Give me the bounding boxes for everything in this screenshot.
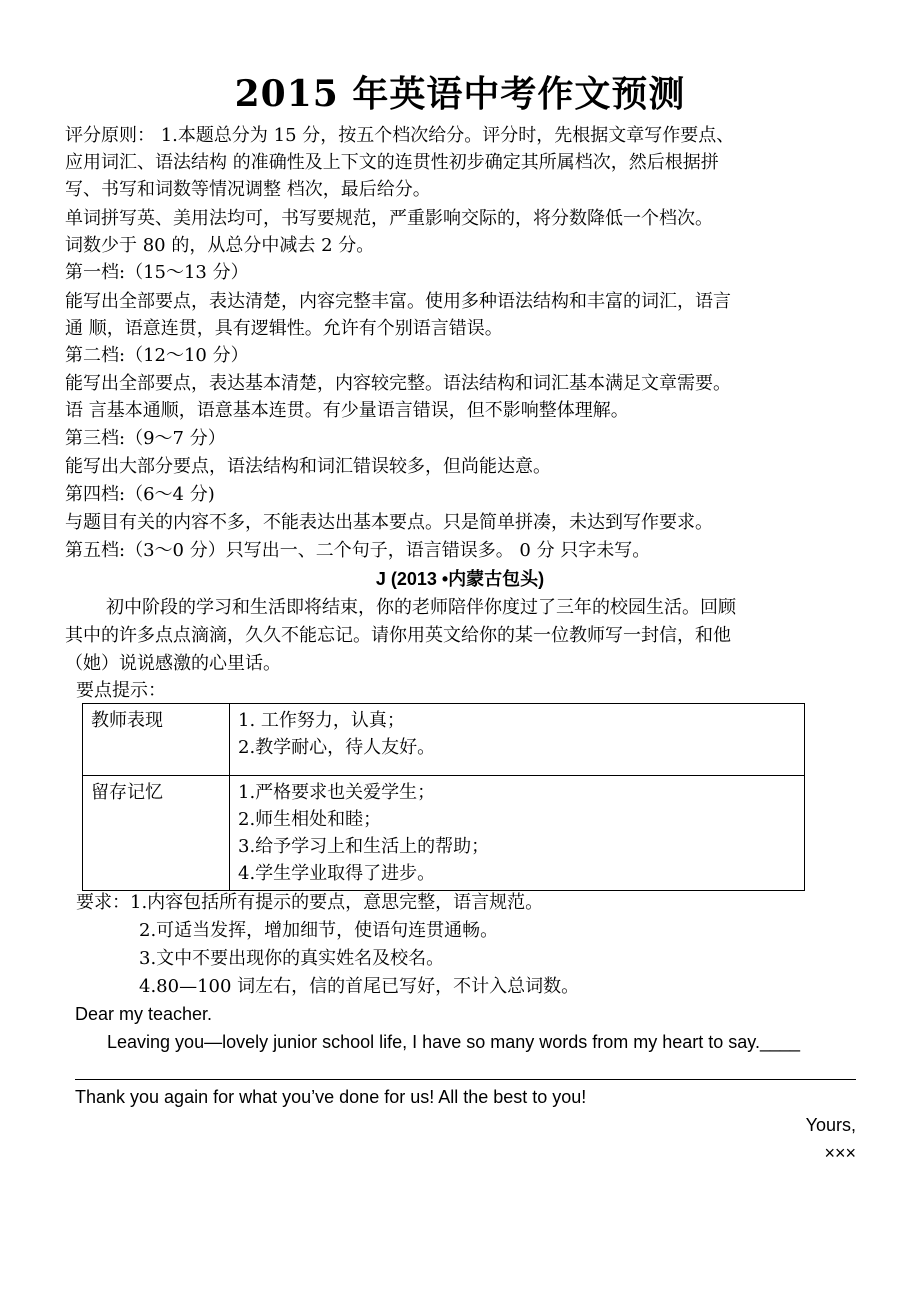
list-item: 4.学生学业取得了进步。 [238, 863, 436, 884]
scoring-principle-line: 单词拼写英、美用法均可，书写要规范，严重影响交际的，将分数降低一个档次。 [65, 208, 713, 229]
scoring-principle-line: 评分原则： 1.本题总分为 15 分，按五个档次给分。评分时，先根据文章写作要点、 [65, 125, 735, 146]
letter-opening: Leaving you—lovely junior school life, I have so many words from my heart to say.____ [107, 1032, 800, 1052]
list-item: 2.师生相处和睦； [238, 809, 382, 830]
grade-heading: 第二档:（12～10 分） [65, 345, 249, 366]
requirement-line: 3.文中不要出现你的真实姓名及校名。 [139, 948, 445, 969]
letter-closing: Thank you again for what you’ve done for us! All the best to you! [75, 1087, 587, 1107]
task-prompt-line: （她）说说感激的心里话。 [65, 653, 281, 674]
points-table [82, 703, 805, 891]
row-label: 留存记忆 [83, 776, 230, 891]
list-item: 2.教学耐心，待人友好。 [238, 737, 436, 758]
row-label: 教师表现 [83, 704, 230, 776]
letter-signoff: Yours, [805, 1115, 856, 1135]
table-row [83, 776, 805, 891]
requirement-line: 4.80—100 词左右，信的首尾已写好，不计入总词数。 [139, 976, 580, 997]
requirement-line: 2.可适当发挥，增加细节，使语句连贯通畅。 [139, 920, 499, 941]
letter-greeting: Dear my teacher. [75, 1004, 213, 1024]
grade-description: 能写出全部要点，表达基本清楚，内容较完整。语法结构和词汇基本满足文章需要。 [65, 373, 731, 394]
letter-signature: ××× [824, 1143, 856, 1163]
row-items [230, 776, 805, 891]
scoring-principle-line: 写、书写和词数等情况调整 档次，最后给分。 [65, 179, 431, 200]
answer-blank-line [75, 1079, 856, 1080]
page-title: 2015 年英语中考作文预测 [234, 73, 686, 115]
grade-description: 语 言基本通顺，语意基本连贯。有少量语言错误，但不影响整体理解。 [65, 400, 629, 421]
grade-description: 通 顺，语意连贯，具有逻辑性。允许有个别语言错误。 [65, 318, 503, 339]
grade-heading: 第一档:（15～13 分） [65, 262, 249, 283]
list-item: 3.给予学习上和生活上的帮助； [238, 836, 490, 857]
grade-description: 第五档:（3～0 分）只写出一、二个句子，语言错误多。 0 分 只字未写。 [65, 540, 651, 561]
row-items [230, 704, 805, 776]
grade-heading: 第三档:（9～7 分） [65, 428, 226, 449]
scoring-principle-line: 词数少于 80 的，从总分中减去 2 分。 [65, 235, 375, 256]
points-label: 要点提示： [76, 680, 166, 701]
grade-description: 与题目有关的内容不多，不能表达出基本要点。只是简单拼凑，未达到写作要求。 [65, 512, 713, 533]
task-prompt-line: 初中阶段的学习和生活即将结束，你的老师陪伴你度过了三年的校园生活。回顾 [106, 597, 736, 618]
list-item: 1.严格要求也关爱学生； [238, 782, 436, 803]
grade-description: 能写出大部分要点，语法结构和词汇错误较多，但尚能达意。 [65, 456, 551, 477]
table-row [83, 704, 805, 776]
list-item: 1. 工作努力，认真； [238, 710, 405, 731]
requirement-line: 要求：1.内容包括所有提示的要点，意思完整，语言规范。 [76, 892, 544, 913]
scoring-principle-line: 应用词汇、语法结构 的准确性及上下文的连贯性初步确定其所属档次，然后根据拼 [65, 152, 719, 173]
grade-heading: 第四档:（6～4 分) [65, 484, 215, 505]
task-heading: J (2013 •内蒙古包头) [375, 569, 545, 589]
task-prompt-line: 其中的许多点点滴滴，久久不能忘记。请你用英文给你的某一位教师写一封信，和他 [65, 625, 731, 646]
grade-description: 能写出全部要点，表达清楚，内容完整丰富。使用多种语法结构和丰富的词汇，语言 [65, 291, 731, 312]
